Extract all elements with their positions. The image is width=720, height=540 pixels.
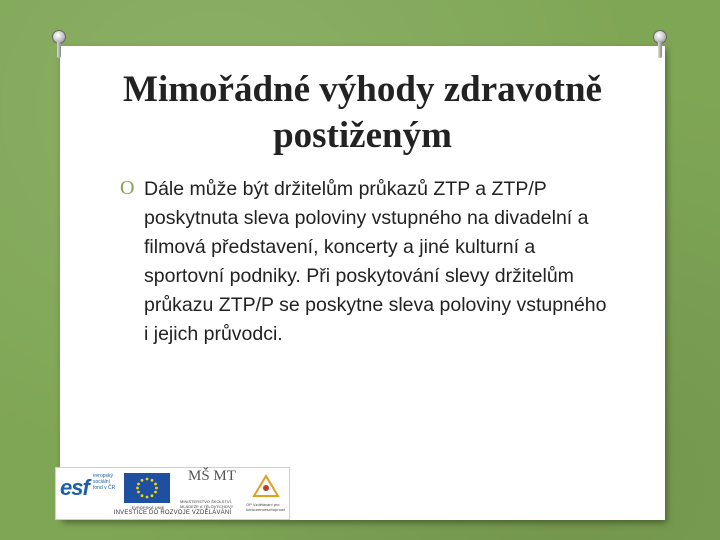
esf-logo-icon: [60, 471, 118, 505]
slide-title: Mimořádné výhody zdravotně postiženým: [123, 69, 602, 156]
eu-label: EVROPSKÁ UNIE: [131, 505, 165, 510]
tagline: INVESTICE DO ROZVOJE VZDĚLÁVÁNÍ: [113, 510, 232, 516]
bullet-marker: O: [120, 177, 135, 199]
logo-strip: [55, 467, 290, 520]
esf-letters: esf: [60, 475, 89, 500]
pushpin-right-icon: [653, 30, 667, 60]
msmt-text: MINISTERSTVO ŠKOLSTVÍ, MLÁDEŽE A TĚLOVÝCHOVY: [180, 499, 234, 509]
esf-subtitle: evropský sociální fond v ČR: [93, 473, 116, 491]
bullet-text: Dále může být držitelům průkazů ZTP a ZTP/P poskytnuta sleva poloviny vstupného na divadelní a filmová představení, koncerty a jiné kulturní a sportovní podniky. Při poskytování slevy držitelům průkazu ZTP/P se poskytne sleva poloviny vstupného i jejich průvodci.: [144, 178, 607, 345]
oplk-symbol-icon: [246, 472, 286, 500]
oplk-logo-icon: [246, 472, 286, 512]
msmt-logo-icon: [180, 469, 240, 513]
eu-flag-icon: [124, 473, 170, 503]
oplk-text: OP Vzdělávání pro konkurenceschopnost: [246, 502, 285, 512]
pushpin-left-icon: [52, 30, 66, 60]
msmt-mark: MŠ MT: [188, 468, 236, 484]
